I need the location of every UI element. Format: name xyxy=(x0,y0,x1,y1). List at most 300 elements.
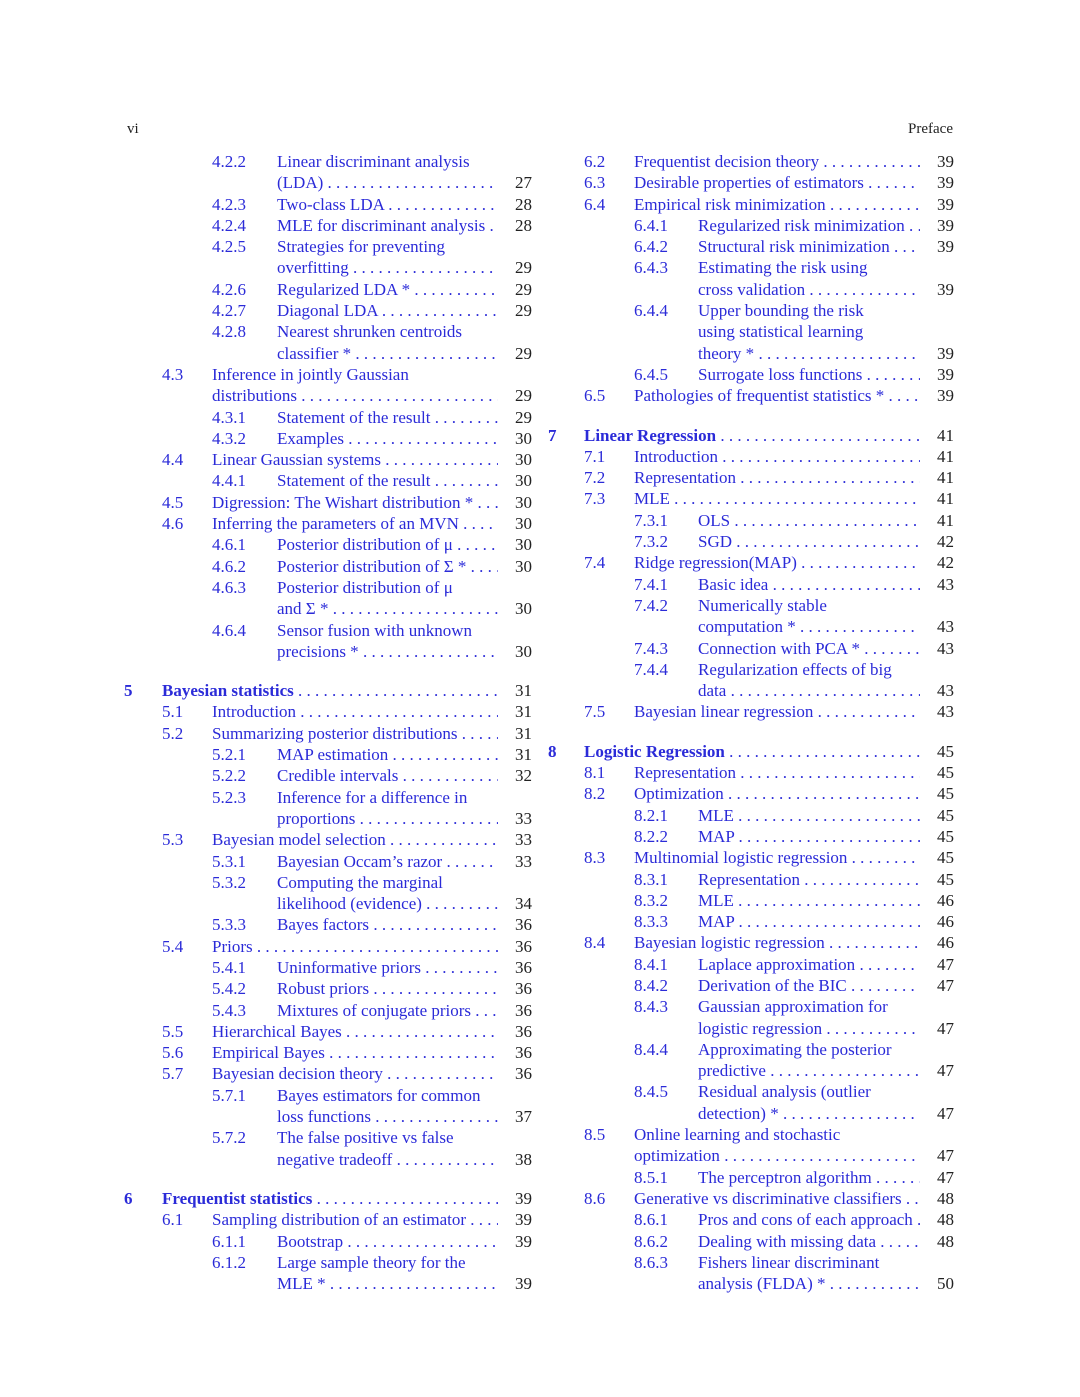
toc-entry-number: 4.2.7 xyxy=(212,301,246,321)
toc-entry[interactable] xyxy=(120,893,532,914)
toc-entry-number: 4.2.4 xyxy=(212,215,246,235)
toc-entry[interactable] xyxy=(120,598,532,619)
toc-entry-number: 5.2.1 xyxy=(212,745,246,765)
toc-entry-page: 29 xyxy=(515,343,532,363)
toc-entry[interactable] xyxy=(543,300,954,321)
toc-entry-number: 8.3.3 xyxy=(634,912,668,932)
toc-entry-page: 30 xyxy=(515,450,532,470)
toc-entry-number: 8.4.5 xyxy=(634,1082,668,1102)
toc-entry-title: Bayesian model selection . . . xyxy=(212,829,498,850)
toc-entry-number: 8.2 xyxy=(584,784,606,804)
toc-entry-title: using statistical learning xyxy=(698,322,864,342)
toc-entry[interactable] xyxy=(543,236,954,257)
toc-entry-number: 5.4.3 xyxy=(212,1000,246,1020)
toc-entry-number: 8.4 xyxy=(584,933,606,953)
toc-entry-page: 39 xyxy=(937,194,954,214)
toc-entry-title: Basic idea . . . xyxy=(698,574,920,595)
toc-entry-title: Bayesian logistic regression . . . xyxy=(634,932,920,953)
toc-entry-title: Desirable properties of estimators . . . xyxy=(634,172,920,193)
toc-entry-number: 8.2.2 xyxy=(634,826,668,846)
toc-entry[interactable] xyxy=(120,957,532,978)
toc-entry[interactable] xyxy=(120,343,532,364)
toc-entry-title: Pathologies of frequentist statistics * . . . xyxy=(634,385,920,406)
toc-entry-page: 48 xyxy=(937,1188,954,1208)
toc-entry-number: 5.7.2 xyxy=(212,1128,246,1148)
toc-entry-title: proportions . . . xyxy=(277,808,498,829)
toc-entry-page: 36 xyxy=(515,1000,532,1020)
toc-entry-number: 8.6.3 xyxy=(634,1252,668,1272)
toc-entry-page: 41 xyxy=(937,510,954,530)
toc-entry[interactable] xyxy=(543,869,954,890)
toc-entry[interactable] xyxy=(543,932,954,953)
toc-entry-number: 7.4.4 xyxy=(634,659,668,679)
toc-entry-title: Inferring the parameters of an MVN . . . xyxy=(212,513,498,534)
toc-entry[interactable] xyxy=(120,936,532,957)
toc-entry-page: 30 xyxy=(515,599,532,619)
toc-entry[interactable] xyxy=(543,1167,954,1188)
toc-entry[interactable] xyxy=(543,1018,954,1039)
toc-entry-page: 36 xyxy=(515,936,532,956)
toc-entry[interactable] xyxy=(543,1188,954,1209)
toc-entry-number: 4.4 xyxy=(162,450,184,470)
toc-entry[interactable] xyxy=(120,1042,532,1063)
toc-entry-title: Computing the marginal xyxy=(277,872,443,892)
toc-entry[interactable] xyxy=(120,151,532,172)
toc-entry[interactable] xyxy=(543,151,954,172)
toc-entry-title: Nearest shrunken centroids xyxy=(277,322,463,342)
toc-entry-number: 8.5 xyxy=(584,1125,606,1145)
toc-entry-page: 36 xyxy=(515,1021,532,1041)
toc-entry[interactable] xyxy=(543,194,954,215)
toc-entry-page: 36 xyxy=(515,957,532,977)
toc-entry-number: 6.1 xyxy=(162,1210,184,1230)
toc-entry-number: 8.4.1 xyxy=(634,954,668,974)
toc-entry-page: 31 xyxy=(515,681,532,701)
toc-entry-page: 32 xyxy=(515,766,532,786)
toc-entry-title: Dealing with missing data . . . xyxy=(698,1231,920,1252)
toc-entry[interactable] xyxy=(120,701,532,722)
toc-entry-page: 36 xyxy=(515,1064,532,1084)
toc-entry-page: 45 xyxy=(937,869,954,889)
toc-entry-number: 5.7 xyxy=(162,1064,184,1084)
toc-entry[interactable] xyxy=(120,492,532,513)
toc-entry-title: Logistic Regression . . . xyxy=(584,741,920,762)
toc-entry-title: Hierarchical Bayes . . . xyxy=(212,1021,498,1042)
toc-entry-title: Fishers linear discriminant xyxy=(698,1252,880,1272)
toc-entry-title: data . . . xyxy=(698,680,920,701)
toc-entry-page: 39 xyxy=(937,173,954,193)
toc-entry[interactable] xyxy=(543,975,954,996)
toc-entry-page: 29 xyxy=(515,301,532,321)
toc-entry-title: Empirical Bayes . . . xyxy=(212,1042,498,1063)
toc-entry-title: detection) * . . . xyxy=(698,1103,920,1124)
toc-entry[interactable] xyxy=(543,574,954,595)
toc-entry-title: (LDA) . . . xyxy=(277,172,498,193)
toc-entry-number: 5.2.2 xyxy=(212,766,246,786)
toc-entry-title: MAP . . . xyxy=(698,826,920,847)
toc-entry[interactable] xyxy=(543,638,954,659)
toc-entry-page: 47 xyxy=(937,954,954,974)
toc-entry-title: Digression: The Wishart distribution * . . . xyxy=(212,492,498,513)
toc-entry-number: 5.3.3 xyxy=(212,915,246,935)
toc-entry-title: Frequentist statistics . . . xyxy=(162,1188,498,1209)
toc-entry-number: 4.3.2 xyxy=(212,428,246,448)
toc-entry-title: MLE * . . . xyxy=(277,1273,498,1294)
toc-entry-title: theory * . . . xyxy=(698,343,920,364)
toc-entry[interactable] xyxy=(120,872,532,893)
toc-entry-page: 29 xyxy=(515,279,532,299)
toc-entry-title: Statement of the result . . . xyxy=(277,407,498,428)
toc-entry-page: 37 xyxy=(515,1107,532,1127)
toc-entry-page: 43 xyxy=(937,681,954,701)
toc-entry[interactable] xyxy=(543,680,954,701)
toc-entry[interactable] xyxy=(120,194,532,215)
toc-entry-number: 4.6.2 xyxy=(212,556,246,576)
toc-entry-title: Strategies for preventing xyxy=(277,237,446,257)
toc-entry[interactable] xyxy=(543,890,954,911)
running-header: Preface xyxy=(908,121,953,137)
toc-entry-title: Optimization . . . xyxy=(634,783,920,804)
toc-entry-number: 4.2.3 xyxy=(212,194,246,214)
toc-entry[interactable] xyxy=(120,577,532,598)
toc-entry-number: 8.4.4 xyxy=(634,1039,668,1059)
toc-entry-page: 36 xyxy=(515,1043,532,1063)
toc-entry[interactable] xyxy=(543,257,954,278)
toc-entry-title: predictive . . . xyxy=(698,1060,920,1081)
toc-entry-number: 8.3 xyxy=(584,848,606,868)
toc-entry[interactable] xyxy=(543,595,954,616)
toc-entry-page: 39 xyxy=(515,1210,532,1230)
toc-entry[interactable] xyxy=(120,641,532,662)
toc-entry-number: 7 xyxy=(548,425,557,445)
toc-entry-title: optimization . . . xyxy=(634,1145,920,1166)
toc-entry-page: 39 xyxy=(515,1188,532,1208)
toc-entry[interactable] xyxy=(543,954,954,975)
toc-entry-number: 8.1 xyxy=(584,763,606,783)
toc-entry-title: Linear Regression . . . xyxy=(584,425,920,446)
toc-entry-number: 5.2 xyxy=(162,723,184,743)
toc-entry[interactable] xyxy=(120,172,532,193)
toc-entry-number: 4.3 xyxy=(162,364,184,384)
toc-entry[interactable] xyxy=(120,1106,532,1127)
toc-entry-title: Two-class LDA . . . xyxy=(277,194,498,215)
toc-entry-page: 39 xyxy=(937,152,954,171)
toc-entry[interactable] xyxy=(120,851,532,872)
toc-entry[interactable] xyxy=(543,385,954,406)
toc-entry-number: 7.4.2 xyxy=(634,595,668,615)
toc-entry[interactable] xyxy=(543,172,954,193)
toc-entry[interactable] xyxy=(543,659,954,680)
toc-entry-number: 8.6.2 xyxy=(634,1231,668,1251)
toc-entry[interactable] xyxy=(543,552,954,573)
toc-entry-number: 5.3 xyxy=(162,830,184,850)
toc-entry-page: 29 xyxy=(515,258,532,278)
toc-entry-title: Pros and cons of each approach . . . xyxy=(698,1209,920,1230)
toc-entry-title: overfitting . . . xyxy=(277,257,498,278)
toc-entry-title: Structural risk minimization . . . xyxy=(698,236,920,257)
toc-entry-page: 39 xyxy=(515,1231,532,1251)
toc-entry[interactable] xyxy=(120,279,532,300)
toc-entry-title: Bayes estimators for common xyxy=(277,1085,481,1105)
toc-entry[interactable] xyxy=(120,808,532,829)
toc-entry-title: Approximating the posterior xyxy=(698,1039,892,1059)
toc-entry-number: 4.3.1 xyxy=(212,407,246,427)
toc-entry-page: 47 xyxy=(937,1146,954,1166)
toc-entry-title: Regularization effects of big xyxy=(698,659,892,679)
toc-entry-page: 47 xyxy=(937,1018,954,1038)
toc-entry-title: Gaussian approximation for xyxy=(698,997,888,1017)
toc-entry[interactable] xyxy=(543,1039,954,1060)
toc-entry[interactable] xyxy=(120,556,532,577)
toc-entry-page: 31 xyxy=(515,723,532,743)
toc-entry-title: Sampling distribution of an estimator . . . xyxy=(212,1209,498,1230)
toc-entry[interactable] xyxy=(120,787,532,808)
toc-entry[interactable] xyxy=(120,1000,532,1021)
toc-entry-number: 4.6 xyxy=(162,514,184,534)
toc-entry[interactable] xyxy=(543,531,954,552)
toc-entry-page: 45 xyxy=(937,784,954,804)
toc-entry-number: 4.5 xyxy=(162,492,184,512)
toc-entry-title: Posterior distribution of Σ * . . . xyxy=(277,556,498,577)
toc-entry[interactable] xyxy=(543,1081,954,1102)
toc-entry[interactable] xyxy=(120,257,532,278)
toc-entry[interactable] xyxy=(120,829,532,850)
toc-entry[interactable] xyxy=(543,805,954,826)
toc-entry-title: Robust priors . . . xyxy=(277,978,498,999)
toc-entry-number: 5.7.1 xyxy=(212,1085,246,1105)
toc-entry-title: MLE . . . xyxy=(698,805,920,826)
toc-entry-title: Derivation of the BIC . . . xyxy=(698,975,920,996)
toc-entry[interactable] xyxy=(543,1103,954,1124)
toc-entry-number: 6 xyxy=(124,1188,133,1208)
toc-entry-page: 31 xyxy=(515,702,532,722)
toc-entry-title: Ridge regression(MAP) . . . xyxy=(634,552,920,573)
toc-chapter-entry[interactable] xyxy=(120,680,532,701)
toc-entry[interactable] xyxy=(120,428,532,449)
toc-entry-number: 8 xyxy=(548,741,557,761)
toc-entry-number: 8.3.2 xyxy=(634,890,668,910)
toc-entry-number: 5.4.2 xyxy=(212,979,246,999)
toc-entry[interactable] xyxy=(120,1063,532,1084)
toc-entry[interactable] xyxy=(120,236,532,257)
toc-entry-page: 46 xyxy=(937,912,954,932)
toc-entry-page: 41 xyxy=(937,489,954,509)
toc-entry-page: 43 xyxy=(937,574,954,594)
toc-entry-number: 6.5 xyxy=(584,386,606,406)
toc-entry[interactable] xyxy=(543,701,954,722)
toc-entry-title: Laplace approximation . . . xyxy=(698,954,920,975)
toc-entry-page: 42 xyxy=(937,553,954,573)
toc-entry-number: 6.1.2 xyxy=(212,1252,246,1272)
toc-entry[interactable] xyxy=(543,343,954,364)
toc-entry[interactable] xyxy=(120,1252,532,1273)
toc-entry[interactable] xyxy=(543,847,954,868)
toc-entry-number: 6.1.1 xyxy=(212,1231,246,1251)
toc-entry-title: OLS . . . xyxy=(698,510,920,531)
toc-entry-title: Linear Gaussian systems . . . xyxy=(212,449,498,470)
toc-entry-title: Bayesian linear regression . . . xyxy=(634,701,920,722)
toc-entry[interactable] xyxy=(120,1273,532,1294)
toc-entry[interactable] xyxy=(120,364,532,385)
toc-entry-number: 6.4.1 xyxy=(634,215,668,235)
toc-entry-page: 39 xyxy=(937,279,954,299)
toc-entry-title: Posterior distribution of μ . . . xyxy=(277,534,498,555)
toc-entry-page: 39 xyxy=(937,215,954,235)
toc-entry-title: classifier * . . . xyxy=(277,343,498,364)
toc-entry[interactable] xyxy=(543,321,954,342)
toc-entry[interactable] xyxy=(543,1145,954,1166)
toc-entry-page: 45 xyxy=(937,805,954,825)
toc-entry-title: Multinomial logistic regression . . . xyxy=(634,847,920,868)
toc-entry[interactable] xyxy=(120,300,532,321)
toc-entry-number: 6.4 xyxy=(584,194,606,214)
toc-entry-title: Summarizing posterior distributions . . . xyxy=(212,723,498,744)
toc-entry-number: 5.1 xyxy=(162,702,184,722)
toc-entry[interactable] xyxy=(120,978,532,999)
toc-entry[interactable] xyxy=(543,1273,954,1294)
toc-entry-title: Priors . . . xyxy=(212,936,498,957)
toc-entry-title: SGD . . . xyxy=(698,531,920,552)
toc-entry-title: MLE . . . xyxy=(634,488,920,509)
toc-entry-page: 30 xyxy=(515,556,532,576)
toc-entry-page: 36 xyxy=(515,979,532,999)
toc-chapter-entry[interactable] xyxy=(543,425,954,446)
toc-entry[interactable] xyxy=(120,1127,532,1148)
toc-entry-number: 8.2.1 xyxy=(634,805,668,825)
toc-entry-page: 33 xyxy=(515,808,532,828)
toc-entry-title: logistic regression . . . xyxy=(698,1018,920,1039)
toc-entry-title: Bayes factors . . . xyxy=(277,914,498,935)
toc-entry-number: 5.3.1 xyxy=(212,851,246,871)
toc-entry-title: Posterior distribution of μ xyxy=(277,577,453,597)
toc-entry[interactable] xyxy=(120,449,532,470)
toc-entry-number: 7.3.2 xyxy=(634,532,668,552)
toc-entry[interactable] xyxy=(543,279,954,300)
toc-entry-number: 7.1 xyxy=(584,446,606,466)
toc-entry-page: 45 xyxy=(937,741,954,761)
toc-entry-number: 6.2 xyxy=(584,152,606,171)
toc-entry-number: 8.4.2 xyxy=(634,975,668,995)
toc-entry[interactable] xyxy=(120,470,532,491)
toc-entry-number: 6.4.5 xyxy=(634,364,668,384)
toc-entry[interactable] xyxy=(543,996,954,1017)
toc-entry-page: 47 xyxy=(937,975,954,995)
toc-entry[interactable] xyxy=(543,616,954,637)
toc-entry-number: 6.3 xyxy=(584,173,606,193)
toc-entry[interactable] xyxy=(543,1209,954,1230)
toc-entry-title: Uninformative priors . . . xyxy=(277,957,498,978)
toc-entry[interactable] xyxy=(120,1209,532,1230)
toc-entry-title: Online learning and stochastic xyxy=(634,1125,841,1145)
toc-entry-title: Sensor fusion with unknown xyxy=(277,620,473,640)
toc-entry-title: Surrogate loss functions . . . xyxy=(698,364,920,385)
toc-entry-title: likelihood (evidence) . . . xyxy=(277,893,498,914)
toc-entry[interactable] xyxy=(543,488,954,509)
toc-entry-title: Generative vs discriminative classifiers . . . xyxy=(634,1188,920,1209)
toc-entry[interactable] xyxy=(543,364,954,385)
toc-entry[interactable] xyxy=(543,446,954,467)
toc-entry-title: Inference for a difference in xyxy=(277,787,468,807)
toc-entry[interactable] xyxy=(120,321,532,342)
toc-entry-title: Bayesian statistics . . . xyxy=(162,680,498,701)
toc-entry-title: Regularized LDA * . . . xyxy=(277,279,498,300)
toc-entry[interactable] xyxy=(120,1149,532,1170)
toc-entry-title: loss functions . . . xyxy=(277,1106,498,1127)
toc-entry-page: 30 xyxy=(515,492,532,512)
toc-entry[interactable] xyxy=(543,1231,954,1252)
toc-entry[interactable] xyxy=(120,744,532,765)
toc-entry[interactable] xyxy=(120,914,532,935)
toc-entry-page: 39 xyxy=(937,386,954,406)
toc-entry-title: Representation . . . xyxy=(698,869,920,890)
toc-entry-number: 8.6.1 xyxy=(634,1210,668,1230)
toc-entry-page: 30 xyxy=(515,428,532,448)
toc-entry[interactable] xyxy=(120,723,532,744)
toc-entry[interactable] xyxy=(120,620,532,641)
toc-chapter-entry[interactable] xyxy=(543,741,954,762)
toc-entry-title: distributions . . . xyxy=(212,385,498,406)
toc-entry-page: 39 xyxy=(515,1274,532,1294)
toc-entry-title: Regularized risk minimization . . . xyxy=(698,215,920,236)
toc-entry-title: Inference in jointly Gaussian xyxy=(212,364,409,384)
toc-right-column xyxy=(543,151,954,1294)
toc-entry[interactable] xyxy=(543,510,954,531)
toc-entry[interactable] xyxy=(543,1252,954,1273)
toc-entry[interactable] xyxy=(120,215,532,236)
toc-entry[interactable] xyxy=(543,215,954,236)
toc-entry[interactable] xyxy=(543,467,954,488)
toc-entry[interactable] xyxy=(120,534,532,555)
toc-entry-number: 5.5 xyxy=(162,1021,184,1041)
toc-entry[interactable] xyxy=(120,513,532,534)
toc-entry[interactable] xyxy=(120,765,532,786)
toc-entry-page: 41 xyxy=(937,468,954,488)
toc-entry-number: 8.6 xyxy=(584,1188,606,1208)
toc-entry[interactable] xyxy=(543,911,954,932)
toc-entry-number: 4.6.3 xyxy=(212,577,246,597)
toc-entry-page: 30 xyxy=(515,514,532,534)
toc-entry[interactable] xyxy=(543,1124,954,1145)
toc-entry-page: 38 xyxy=(515,1149,532,1169)
toc-entry[interactable] xyxy=(120,385,532,406)
toc-entry-title: The false positive vs false xyxy=(277,1128,454,1148)
toc-entry[interactable] xyxy=(543,783,954,804)
toc-entry-page: 47 xyxy=(937,1103,954,1123)
toc-entry-number: 8.5.1 xyxy=(634,1167,668,1187)
toc-entry-title: Bayesian Occam’s razor . . . xyxy=(277,851,498,872)
toc-entry[interactable] xyxy=(120,1085,532,1106)
toc-entry-title: Numerically stable xyxy=(698,595,827,615)
toc-entry[interactable] xyxy=(543,1060,954,1081)
toc-entry-title: Bayesian decision theory . . . xyxy=(212,1063,498,1084)
toc-entry[interactable] xyxy=(543,826,954,847)
toc-entry-number: 6.4.2 xyxy=(634,237,668,257)
toc-entry-page: 39 xyxy=(937,364,954,384)
toc-chapter-entry[interactable] xyxy=(120,1188,532,1209)
toc-entry-page: 45 xyxy=(937,763,954,783)
toc-entry[interactable] xyxy=(120,407,532,428)
toc-entry-title: MLE . . . xyxy=(698,890,920,911)
toc-entry[interactable] xyxy=(120,1231,532,1252)
toc-entry-title: Representation . . . xyxy=(634,762,920,783)
toc-entry-page: 45 xyxy=(937,848,954,868)
toc-entry-title: Bootstrap . . . xyxy=(277,1231,498,1252)
toc-entry[interactable] xyxy=(543,762,954,783)
toc-entry-page: 43 xyxy=(937,638,954,658)
toc-entry[interactable] xyxy=(120,1021,532,1042)
toc-entry-title: cross validation . . . xyxy=(698,279,920,300)
toc-entry-page: 46 xyxy=(937,890,954,910)
